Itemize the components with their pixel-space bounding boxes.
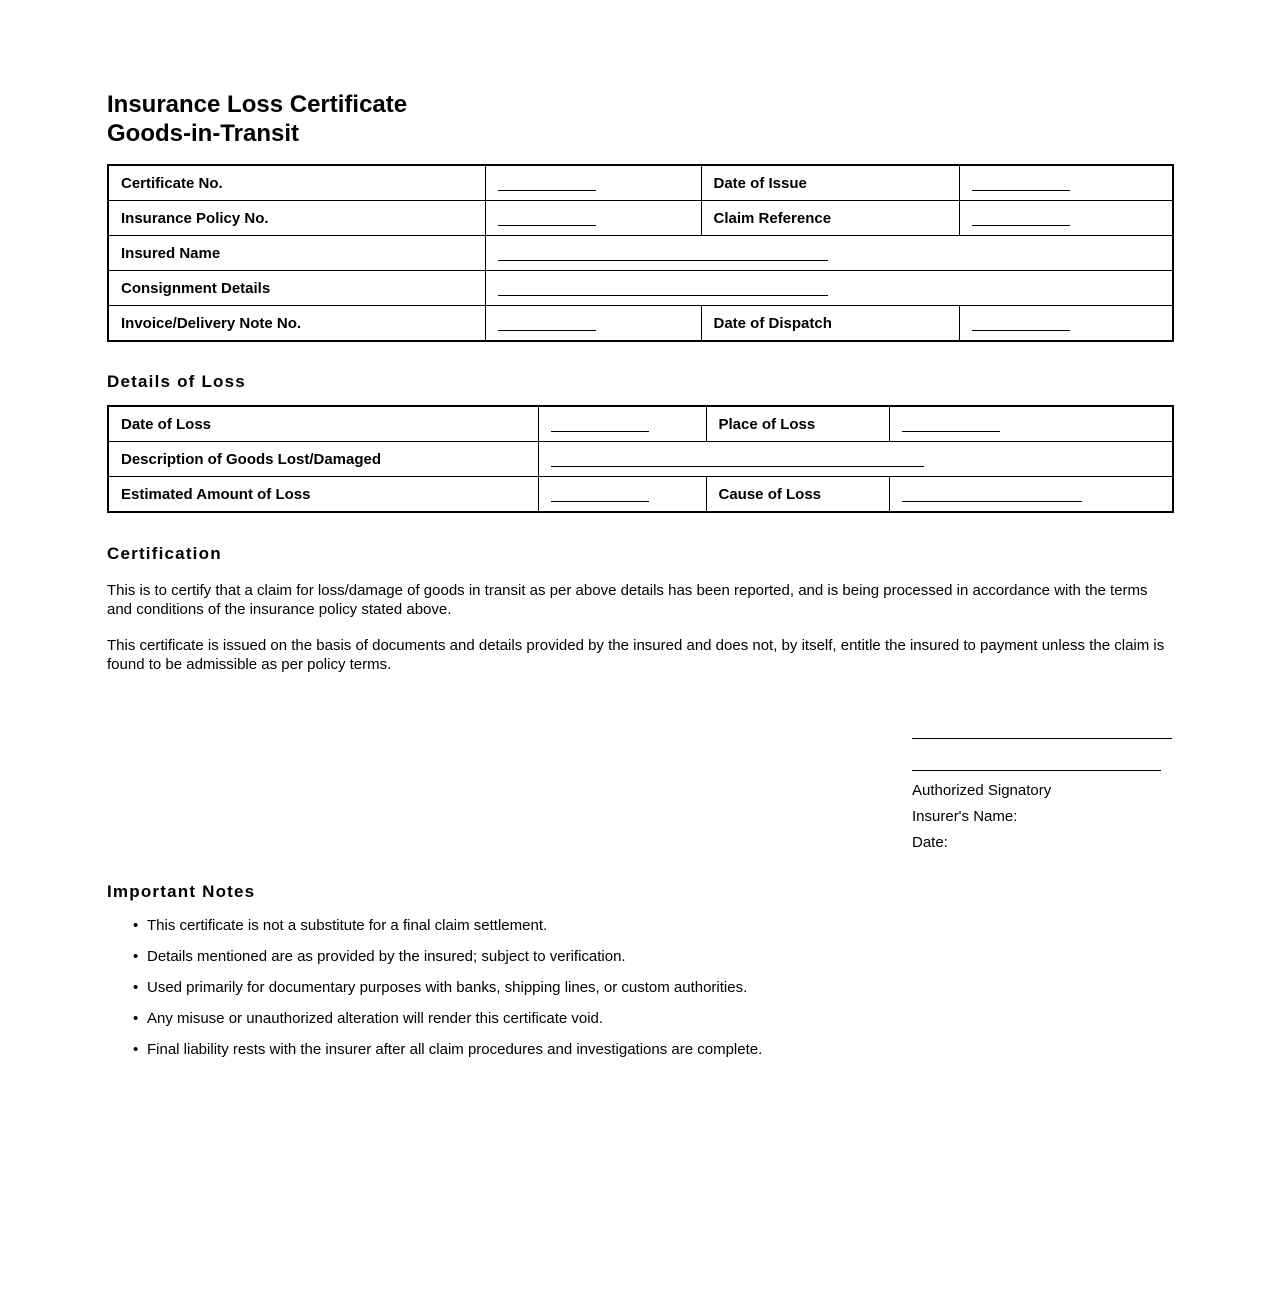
description-of-goods-label: Description of Goods Lost/Damaged bbox=[108, 442, 538, 477]
description-of-goods-blank-line bbox=[551, 453, 924, 467]
list-item: • Final liability rests with the insurer after all claim procedures and investigations are complete. bbox=[107, 1040, 1172, 1059]
certification-paragraph-1: This is to certify that a claim for loss/damage of goods in transit as per above details has been reported, and is being processed in accordance with the terms and conditions of the insurance policy stated above. bbox=[107, 582, 1148, 618]
signature-line-1 bbox=[912, 738, 1172, 739]
signature-date-label: Date: bbox=[912, 834, 948, 851]
date-of-loss-label: Date of Loss bbox=[108, 406, 538, 442]
estimated-amount-field bbox=[538, 477, 706, 513]
table-row bbox=[108, 236, 1173, 271]
page-title bbox=[107, 90, 1172, 148]
table-row bbox=[108, 406, 1173, 442]
signature-block bbox=[912, 738, 1172, 856]
invoice-delivery-note-blank-line bbox=[498, 317, 596, 331]
details-of-loss-heading: Details of Loss bbox=[107, 372, 246, 391]
date-of-dispatch-label: Date of Dispatch bbox=[701, 306, 959, 342]
table-row bbox=[108, 477, 1173, 513]
date-of-dispatch-blank-line bbox=[972, 317, 1070, 331]
date-of-issue-label: Date of Issue bbox=[701, 165, 959, 201]
date-of-dispatch-field bbox=[959, 306, 1173, 342]
insurance-policy-no-blank-line bbox=[498, 212, 596, 226]
cause-of-loss-field bbox=[889, 477, 1173, 513]
certificate-no-field bbox=[485, 165, 701, 201]
estimated-amount-blank-line bbox=[551, 488, 649, 502]
description-of-goods-field bbox=[538, 442, 1173, 477]
date-of-loss-field bbox=[538, 406, 706, 442]
estimated-amount-label: Estimated Amount of Loss bbox=[108, 477, 538, 513]
table-row bbox=[108, 271, 1173, 306]
consignment-details-label: Consignment Details bbox=[108, 271, 485, 306]
page-title-line1: Insurance Loss Certificate bbox=[107, 91, 408, 118]
signature-line-2 bbox=[912, 770, 1161, 771]
claim-reference-label: Claim Reference bbox=[701, 201, 959, 236]
list-item: • Used primarily for documentary purposes with banks, shipping lines, or custom authorities. bbox=[107, 978, 1172, 997]
important-notes-list bbox=[107, 916, 1172, 1059]
certificate-no-label: Certificate No. bbox=[108, 165, 485, 201]
important-notes-heading: Important Notes bbox=[107, 882, 256, 901]
invoice-delivery-note-label: Invoice/Delivery Note No. bbox=[108, 306, 485, 342]
place-of-loss-blank-line bbox=[902, 418, 1000, 432]
cause-of-loss-blank-line bbox=[902, 488, 1082, 502]
insurance-policy-no-label: Insurance Policy No. bbox=[108, 201, 485, 236]
insurer-name-label: Insurer's Name: bbox=[912, 808, 1018, 825]
invoice-delivery-note-field bbox=[485, 306, 701, 342]
insured-name-blank-line bbox=[498, 247, 828, 261]
table-row bbox=[108, 201, 1173, 236]
list-item: • Details mentioned are as provided by the insured; subject to verification. bbox=[107, 947, 1172, 966]
claim-reference-blank-line bbox=[972, 212, 1070, 226]
date-of-issue-blank-line bbox=[972, 177, 1070, 191]
table-row bbox=[108, 165, 1173, 201]
certification-heading: Certification bbox=[107, 544, 222, 563]
place-of-loss-label: Place of Loss bbox=[706, 406, 889, 442]
place-of-loss-field bbox=[889, 406, 1173, 442]
insurance-policy-no-field bbox=[485, 201, 701, 236]
certificate-no-blank-line bbox=[498, 177, 596, 191]
list-item: • This certificate is not a substitute for a final claim settlement. bbox=[107, 916, 1172, 935]
date-of-issue-field bbox=[959, 165, 1173, 201]
cause-of-loss-label: Cause of Loss bbox=[706, 477, 889, 513]
header-table bbox=[107, 164, 1174, 342]
certification-paragraph-2: This certificate is issued on the basis of documents and details provided by the insured and does not, by itself, entitle the insured to payment unless the claim is found to be admissible as per policy terms. bbox=[107, 637, 1165, 673]
table-row bbox=[108, 306, 1173, 342]
insured-name-field bbox=[485, 236, 1173, 271]
consignment-details-blank-line bbox=[498, 282, 828, 296]
claim-reference-field bbox=[959, 201, 1173, 236]
authorized-signatory-label: Authorized Signatory bbox=[912, 782, 1052, 799]
page-title-line2: Goods-in-Transit bbox=[107, 120, 299, 147]
consignment-details-field bbox=[485, 271, 1173, 306]
date-of-loss-blank-line bbox=[551, 418, 649, 432]
list-item: • Any misuse or unauthorized alteration will render this certificate void. bbox=[107, 1009, 1172, 1028]
insured-name-label: Insured Name bbox=[108, 236, 485, 271]
details-of-loss-table bbox=[107, 405, 1174, 513]
table-row bbox=[108, 442, 1173, 477]
